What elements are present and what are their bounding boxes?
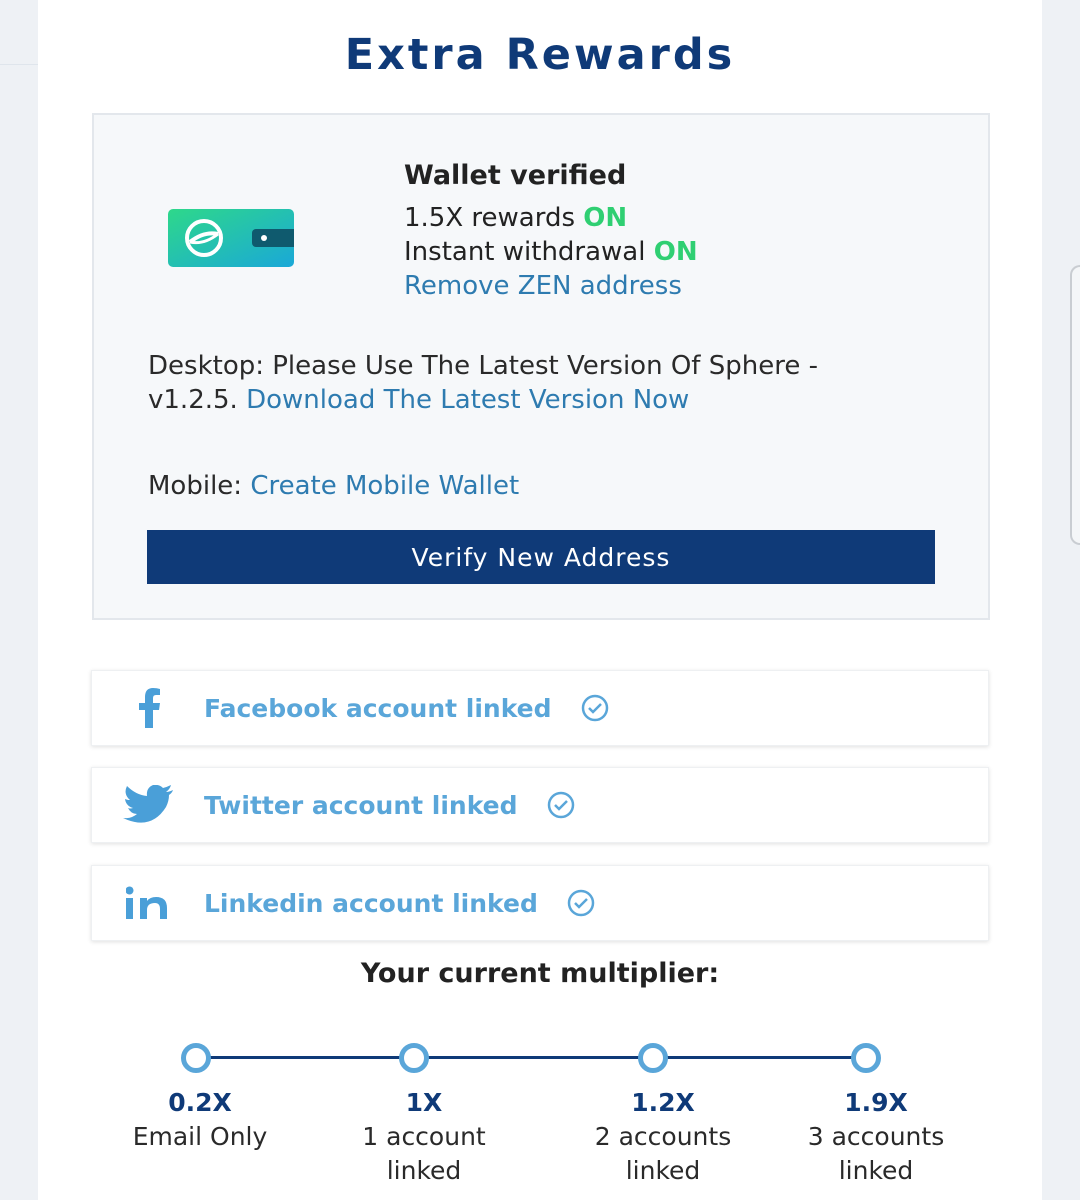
multiplier-tier <box>563 1086 763 1188</box>
multiplier-node <box>399 1043 429 1073</box>
desktop-text: Desktop: Please Use The Latest Version Of Sphere - v1.2.5. <box>148 351 818 415</box>
multiplier-tier <box>324 1086 524 1188</box>
verify-new-address-button[interactable]: Verify New Address <box>147 530 935 584</box>
withdrawal-text: Instant withdrawal <box>404 237 646 267</box>
tier-label: 1 account linked <box>362 1122 486 1185</box>
multiplier-tier <box>100 1086 300 1154</box>
rewards-status-line <box>404 201 698 235</box>
rewards-text: 1.5X rewards <box>404 203 576 233</box>
linkedin-label: Linkedin account linked <box>204 888 538 918</box>
wallet-verified-heading: Wallet verified <box>404 160 627 191</box>
tier-value: 1.9X <box>844 1088 908 1117</box>
twitter-icon <box>120 785 178 825</box>
tier-value: 1X <box>405 1088 443 1117</box>
facebook-row[interactable] <box>91 670 989 746</box>
multiplier-node <box>851 1043 881 1073</box>
tier-label: 3 accounts linked <box>807 1122 945 1185</box>
desktop-instructions <box>148 349 908 417</box>
multiplier-track <box>206 1056 876 1059</box>
twitter-label: Twitter account linked <box>204 790 518 820</box>
multiplier-node <box>638 1043 668 1073</box>
rewards-on-badge: ON <box>583 203 628 233</box>
withdrawal-status-line <box>404 235 698 269</box>
tier-label: Email Only <box>132 1122 268 1151</box>
rewards-page <box>38 0 1042 1200</box>
multiplier-node <box>181 1043 211 1073</box>
multiplier-tier <box>776 1086 976 1188</box>
linkedin-icon <box>120 886 178 920</box>
wallet-card <box>92 113 990 620</box>
wallet-icon <box>168 209 294 267</box>
download-latest-version-link[interactable]: Download The Latest Version Now <box>246 385 690 415</box>
tier-label: 2 accounts linked <box>594 1122 732 1185</box>
check-circle-icon <box>546 790 576 820</box>
facebook-label: Facebook account linked <box>204 693 552 723</box>
multiplier-title: Your current multiplier: <box>360 958 720 989</box>
check-circle-icon <box>580 693 610 723</box>
tier-value: 0.2X <box>168 1088 232 1117</box>
twitter-row[interactable] <box>91 767 989 843</box>
tier-value: 1.2X <box>631 1088 695 1117</box>
edge-panel-handle[interactable] <box>1070 265 1080 545</box>
withdrawal-on-badge: ON <box>653 237 698 267</box>
background-divider <box>0 64 40 65</box>
mobile-text: Mobile: <box>148 471 243 501</box>
page-title: Extra Rewards <box>344 30 736 80</box>
mobile-instructions <box>148 469 519 503</box>
linkedin-row[interactable] <box>91 865 989 941</box>
remove-zen-address-link[interactable]: Remove ZEN address <box>404 271 682 301</box>
create-mobile-wallet-link[interactable]: Create Mobile Wallet <box>250 471 520 501</box>
facebook-icon <box>120 688 178 728</box>
wallet-status <box>404 159 698 303</box>
check-circle-icon <box>566 888 596 918</box>
